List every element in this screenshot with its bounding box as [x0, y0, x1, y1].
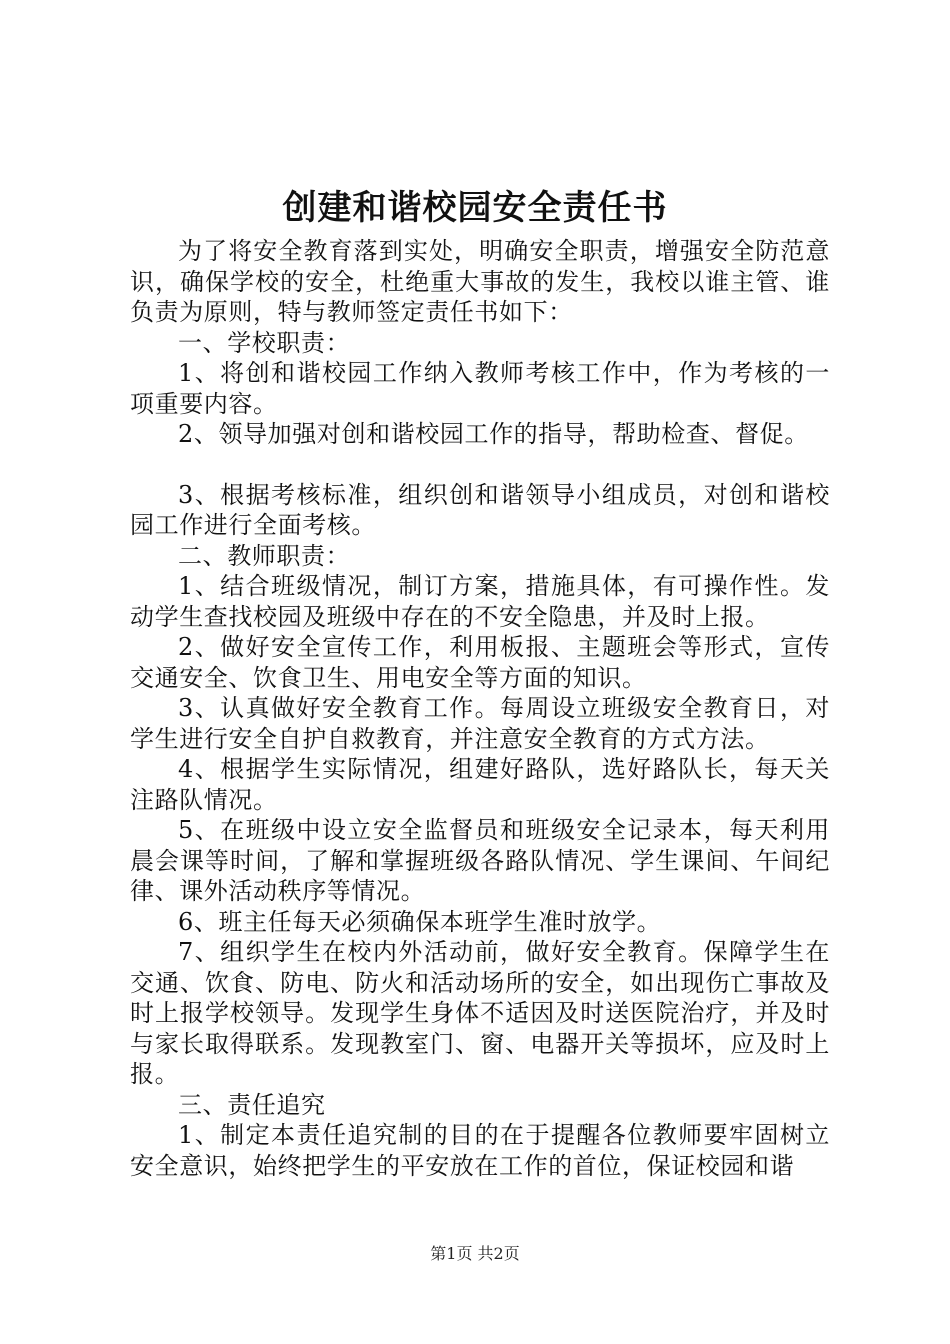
school-duty-item-1: 1、将创和谐校园工作纳入教师考核工作中，作为考核的一项重要内容。	[130, 359, 830, 418]
page-footer: 第1页 共2页	[430, 1244, 520, 1263]
teacher-duty-item-4: 4、根据学生实际情况，组建好路队，选好路队长，每天关注路队情况。	[130, 755, 830, 814]
teacher-duty-item-6: 6、班主任每天必须确保本班学生准时放学。	[178, 907, 662, 936]
teacher-duty-item-5: 5、在班级中设立安全监督员和班级安全记录本，每天利用晨会课等时间，了解和掌握班级各路队情况、学生课间、午间纪律、课外活动秩序等情况。	[130, 816, 830, 905]
teacher-duty-item-7: 7、组织学生在校内外活动前，做好安全教育。保障学生在交通、饮食、防电、防火和活动场所的安全，如出现伤亡事故及时上报学校领导。发现学生身体不适因及时送医院治疗，并及时与家长取得联系。发现教室门、窗、电器开关等损坏，应及时上报。	[130, 938, 830, 1088]
teacher-duty-item-3: 3、认真做好安全教育工作。每周设立班级安全教育日，对学生进行安全自护自救教育，并注意安全教育的方式方法。	[130, 694, 830, 753]
school-duty-item-2: 2、领导加强对创和谐校园工作的指导，帮助检查、督促。	[178, 420, 809, 448]
document-title: 创建和谐校园安全责任书	[282, 188, 668, 228]
document-body	[130, 236, 830, 1181]
intro-paragraph: 为了将安全教育落到实处，明确安全职责，增强安全防范意识，确保学校的安全，杜绝重大事故的发生，我校以谁主管、谁负责为原则，特与教师签定责任书如下：	[130, 237, 830, 326]
teacher-duty-item-2: 2、做好安全宣传工作，利用板报、主题班会等形式，宣传交通安全、饮食卫生、用电安全等方面的知识。	[130, 633, 830, 692]
teacher-duty-item-1: 1、结合班级情况，制订方案，措施具体，有可操作性。发动学生查找校园及班级中存在的不安全隐患，并及时上报。	[130, 572, 830, 631]
section-heading-school-duties: 一、学校职责：	[178, 328, 351, 357]
school-duty-item-3: 3、根据考核标准，组织创和谐领导小组成员，对创和谐校园工作进行全面考核。	[130, 480, 830, 539]
accountability-item-1: 1、制定本责任追究制的目的在于提醒各位教师要牢固树立安全意识，始终把学生的平安放在工作的首位，保证校园和谐	[130, 1121, 830, 1180]
section-heading-accountability: 三、责任追究	[178, 1090, 326, 1119]
section-heading-teacher-duties: 二、教师职责：	[178, 541, 351, 570]
